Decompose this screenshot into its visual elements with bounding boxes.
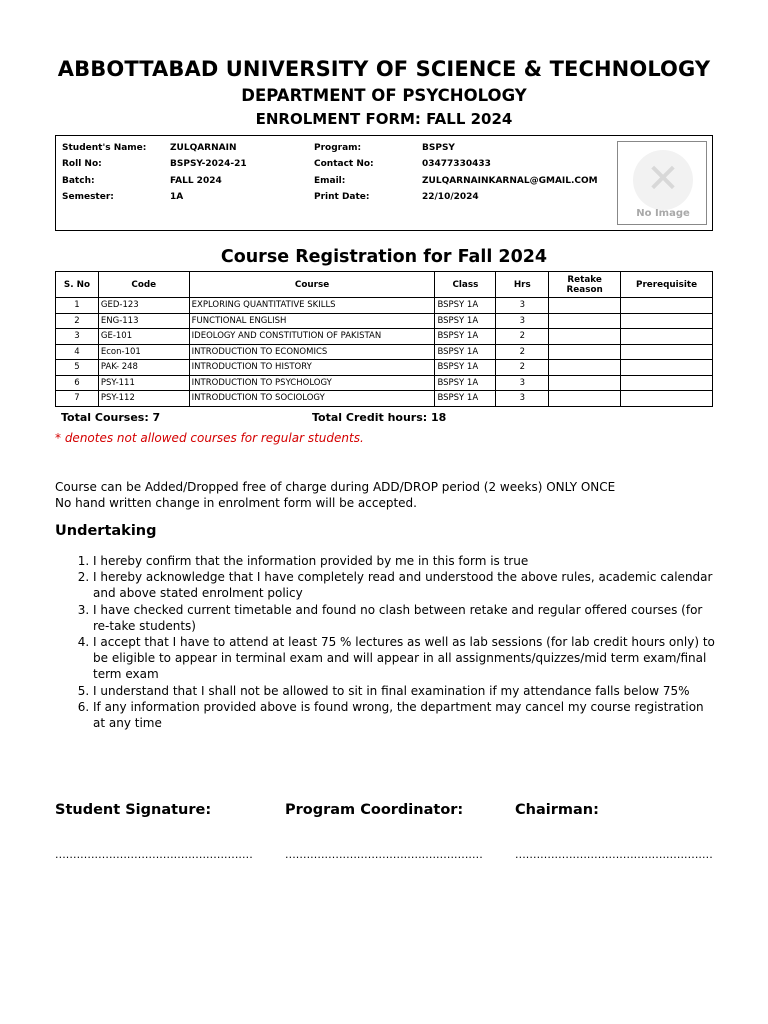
- cell-hrs: 3: [496, 298, 549, 314]
- col-code: Code: [98, 272, 189, 298]
- undertaking-item: 3. I have checked current timetable and found no clash between retake and regular offered courses (for re-take students): [93, 602, 715, 634]
- table-row: [56, 298, 713, 314]
- department-title: DEPARTMENT OF PSYCHOLOGY: [241, 86, 527, 105]
- cell-retake: [549, 375, 621, 391]
- student-signature-line: .......................................................: [55, 848, 253, 861]
- cell-hrs: 2: [496, 344, 549, 360]
- col-retake-label: Retake Reason: [566, 274, 603, 295]
- email-label: Email:: [314, 176, 346, 186]
- cell-class: BSPSY 1A: [435, 344, 496, 360]
- cell-class: BSPSY 1A: [435, 375, 496, 391]
- contact-label: Contact No:: [314, 159, 374, 169]
- cell-code: GE-101: [98, 329, 189, 345]
- cell-code: PSY-111: [98, 375, 189, 391]
- total-credit-hours: Total Credit hours: 18: [312, 411, 447, 424]
- university-title: ABBOTTABAD UNIVERSITY OF SCIENCE & TECHNOLOGY: [57, 57, 711, 81]
- student-signature-label: Student Signature:: [55, 802, 212, 818]
- program-coordinator-label: Program Coordinator:: [285, 802, 464, 818]
- cell-retake: [549, 313, 621, 329]
- not-allowed-note: * denotes not allowed courses for regular students.: [55, 431, 364, 445]
- program-label: Program:: [314, 143, 362, 153]
- student-photo-placeholder: [617, 141, 707, 225]
- roll-value: BSPSY-2024-21: [170, 159, 247, 169]
- contact-value: 03477330433: [422, 159, 491, 169]
- coordinator-signature-line: .......................................................: [285, 848, 483, 861]
- rule-no-handwritten: No hand written change in enrolment form will be accepted.: [55, 496, 417, 510]
- cell-code: PAK- 248: [98, 360, 189, 376]
- cell-sno: 5: [56, 360, 99, 376]
- cell-course: INTRODUCTION TO HISTORY: [189, 360, 435, 376]
- cell-class: BSPSY 1A: [435, 313, 496, 329]
- course-table-header: [56, 272, 713, 298]
- table-row: [56, 344, 713, 360]
- program-value: BSPSY: [422, 143, 455, 153]
- cell-hrs: 3: [496, 375, 549, 391]
- cell-course: INTRODUCTION TO PSYCHOLOGY: [189, 375, 435, 391]
- cell-course: EXPLORING QUANTITATIVE SKILLS: [189, 298, 435, 314]
- student-info-box: [55, 135, 713, 231]
- cell-retake: [549, 329, 621, 345]
- chairman-signature-line: .......................................................: [515, 848, 713, 861]
- print-date-value: 22/10/2024: [422, 192, 479, 202]
- cell-retake: [549, 344, 621, 360]
- cell-course: INTRODUCTION TO SOCIOLOGY: [189, 391, 435, 407]
- name-label: Student's Name:: [62, 143, 147, 153]
- cell-code: GED-123: [98, 298, 189, 314]
- cell-sno: 2: [56, 313, 99, 329]
- cell-sno: 1: [56, 298, 99, 314]
- cell-class: BSPSY 1A: [435, 360, 496, 376]
- email-value: ZULQARNAINKARNAL@GMAIL.COM: [422, 176, 598, 186]
- course-table-body: [56, 298, 713, 407]
- cell-class: BSPSY 1A: [435, 391, 496, 407]
- col-prereq: Prerequisite: [621, 272, 713, 298]
- cell-sno: 6: [56, 375, 99, 391]
- cell-prereq: [621, 313, 713, 329]
- print-date-label: Print Date:: [314, 192, 370, 202]
- course-registration-title: Course Registration for Fall 2024: [220, 247, 548, 267]
- table-row: [56, 313, 713, 329]
- cell-code: ENG-113: [98, 313, 189, 329]
- total-courses: Total Courses: 7: [61, 411, 161, 424]
- course-table: [55, 271, 713, 407]
- cell-hrs: 2: [496, 329, 549, 345]
- col-hrs: Hrs: [496, 272, 549, 298]
- undertaking-item: 4. I accept that I have to attend at least 75 % lectures as well as lab sessions (for lab credit hours only) to be eligible to appear in terminal exam and will appear in all assignments/quizzes/mid term exam/final term exam: [93, 634, 715, 683]
- cell-sno: 7: [56, 391, 99, 407]
- undertaking-item: 1. I hereby confirm that the information provided by me in this form is true: [93, 553, 715, 569]
- cell-prereq: [621, 375, 713, 391]
- cell-hrs: 3: [496, 313, 549, 329]
- cell-sno: 4: [56, 344, 99, 360]
- table-row: [56, 329, 713, 345]
- col-sno: S. No: [56, 272, 99, 298]
- semester-value: 1A: [170, 192, 184, 202]
- col-course: Course: [189, 272, 435, 298]
- roll-label: Roll No:: [62, 159, 102, 169]
- table-row: [56, 375, 713, 391]
- cell-code: Econ-101: [98, 344, 189, 360]
- batch-value: FALL 2024: [170, 176, 222, 186]
- semester-label: Semester:: [62, 192, 114, 202]
- cell-prereq: [621, 391, 713, 407]
- col-class: Class: [435, 272, 496, 298]
- cell-class: BSPSY 1A: [435, 298, 496, 314]
- batch-label: Batch:: [62, 176, 95, 186]
- cell-prereq: [621, 360, 713, 376]
- form-title: ENROLMENT FORM: FALL 2024: [255, 110, 513, 128]
- cell-prereq: [621, 298, 713, 314]
- rule-add-drop: Course can be Added/Dropped free of charge during ADD/DROP period (2 weeks) ONLY ONCE: [55, 480, 616, 494]
- cell-prereq: [621, 329, 713, 345]
- undertaking-item: 2. I hereby acknowledge that I have completely read and understood the above rules, academic calendar and above stated enrolment policy: [93, 569, 715, 601]
- cell-hrs: 3: [496, 391, 549, 407]
- undertaking-item: 5. I understand that I shall not be allowed to sit in final examination if my attendance falls below 75%: [93, 683, 715, 699]
- cell-course: FUNCTIONAL ENGLISH: [189, 313, 435, 329]
- cell-retake: [549, 360, 621, 376]
- undertaking-item: 6. If any information provided above is found wrong, the department may cancel my course registration at any time: [93, 699, 715, 731]
- table-row: [56, 360, 713, 376]
- no-image-x-icon: ✕: [646, 156, 680, 202]
- cell-sno: 3: [56, 329, 99, 345]
- table-row: [56, 391, 713, 407]
- cell-retake: [549, 298, 621, 314]
- cell-class: BSPSY 1A: [435, 329, 496, 345]
- col-retake: [549, 272, 621, 298]
- cell-code: PSY-112: [98, 391, 189, 407]
- cell-course: INTRODUCTION TO ECONOMICS: [189, 344, 435, 360]
- chairman-label: Chairman:: [515, 802, 599, 818]
- student-name: ZULQARNAIN: [170, 143, 237, 153]
- no-image-label: No Image: [636, 208, 690, 219]
- cell-hrs: 2: [496, 360, 549, 376]
- cell-course: IDEOLOGY AND CONSTITUTION OF PAKISTAN: [189, 329, 435, 345]
- cell-prereq: [621, 344, 713, 360]
- undertaking-list: [75, 553, 715, 731]
- undertaking-title: Undertaking: [55, 523, 157, 539]
- cell-retake: [549, 391, 621, 407]
